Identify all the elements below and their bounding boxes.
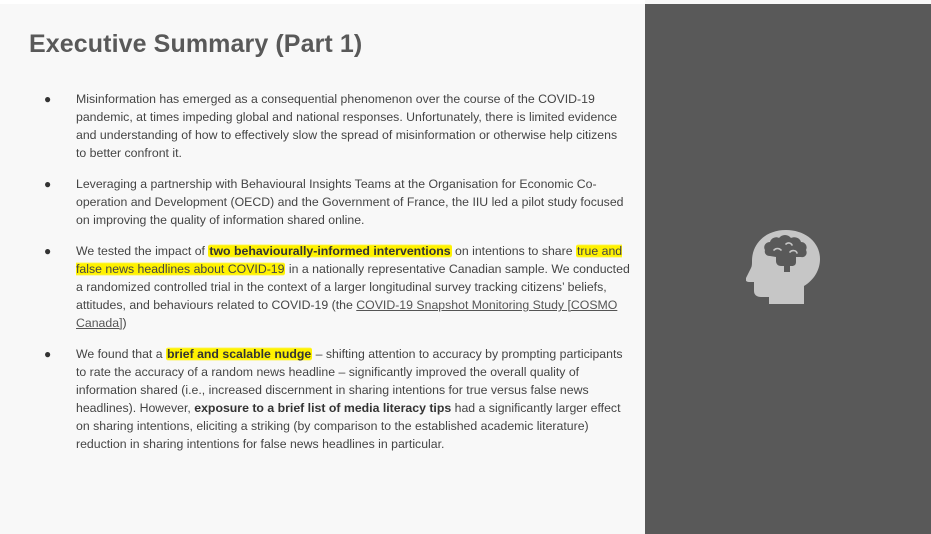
page-title: Executive Summary (Part 1): [29, 30, 363, 58]
highlighted-phrase: two behaviourally-informed interventions: [209, 244, 451, 258]
bullet-text: We tested the impact of: [76, 244, 209, 258]
bullet-text: Leveraging a partnership with Behavioural Insights Teams at the Organisation for Economic Co-operation and Development (OECD) and the Government of France, the IIU led a pilot study focused on improving the quality of information shared online.: [76, 177, 624, 227]
bullet-text: on intentions to share: [451, 244, 576, 258]
bullet-dot: ●: [44, 177, 52, 191]
bullet-text: in a nationally representative Canadian sample. We conducted a randomized controlled trial in the context of a larger longitudinal survey tracking citizens’ beliefs, attitudes, and behaviours related to COVID-19 (the: [76, 262, 630, 312]
list-item: [40, 175, 630, 229]
head-with-brain-icon: [746, 228, 826, 304]
bullet-dot: ●: [44, 347, 52, 361]
bullet-text: We found that a: [76, 347, 167, 361]
bullet-dot: ●: [44, 244, 52, 258]
highlighted-phrase: true and false news headlines about COVID-19: [76, 244, 623, 276]
bold-phrase: exposure to a brief list of media literacy tips: [194, 401, 452, 415]
bullet-list: [40, 90, 630, 453]
cosmo-study-link[interactable]: COVID-19 Snapshot Monitoring Study [COSMO Canada]: [76, 298, 618, 330]
highlighted-phrase: brief and scalable nudge: [167, 347, 312, 361]
bullet-text: ): [122, 316, 127, 330]
list-item: [40, 345, 630, 453]
bullet-text: – shifting attention to accuracy by prompting participants to rate the accuracy of a random news headline – significantly improved the overall quality of information shared (i.e., increased discernment in sharing intentions for true versus false news headlines). However,: [76, 347, 623, 415]
list-item: [40, 90, 630, 162]
bullet-text: had a significantly larger effect on sharing intentions, eliciting a striking (by comparison to the established academic literature) reduction in sharing intentions for false news headlines in particular.: [76, 401, 621, 451]
bullet-dot: ●: [44, 92, 52, 106]
side-panel: [645, 4, 931, 534]
top-border: [0, 0, 645, 4]
bullet-text: Misinformation has emerged as a consequential phenomenon over the course of the COVID-19 pandemic, at times impeding global and national responses. Unfortunately, there is limited evidence and understanding of how to effectively slow the spread of misinformation or otherwise help citizens to better confront it.: [76, 92, 618, 160]
list-item: [40, 242, 630, 332]
